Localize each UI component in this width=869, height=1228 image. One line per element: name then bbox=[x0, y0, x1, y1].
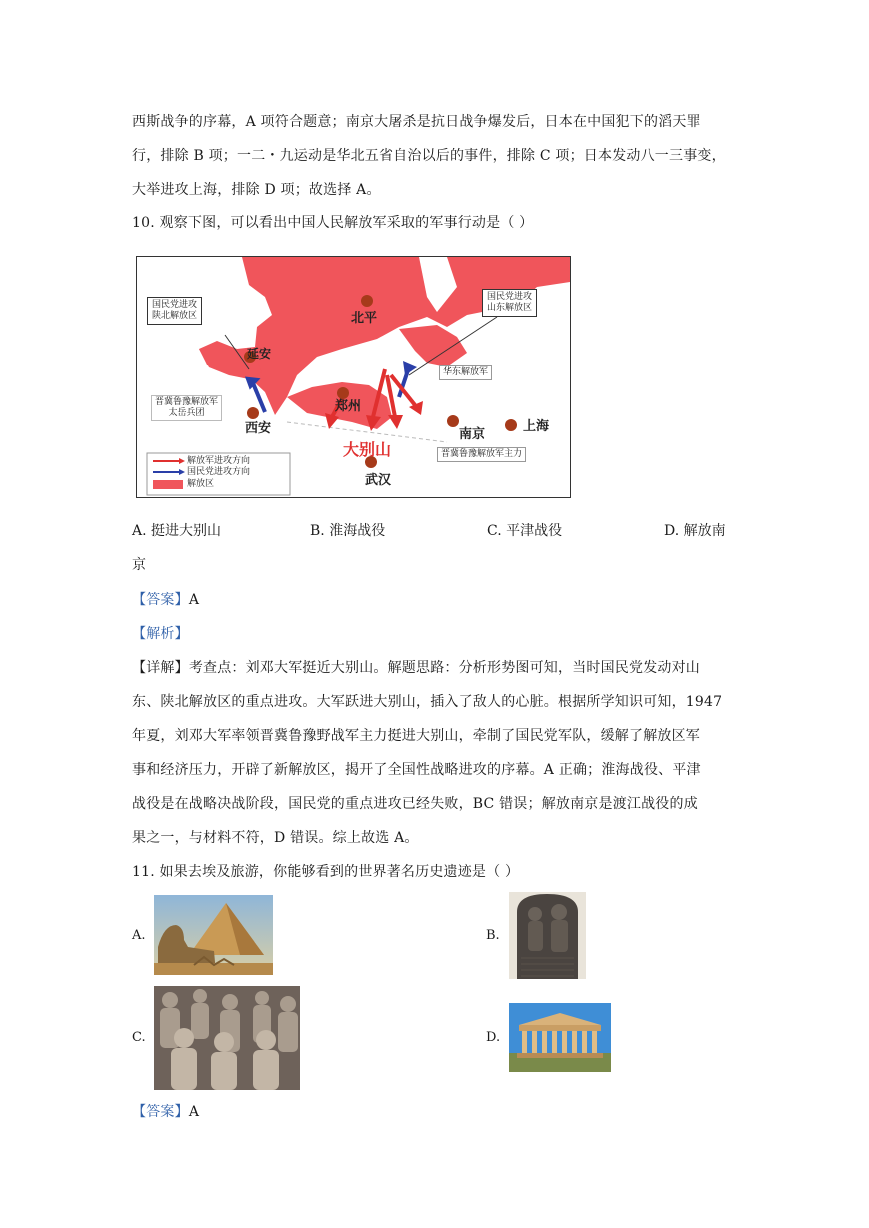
city-beiping: 北平 bbox=[351, 311, 378, 326]
q11-label-c: C. bbox=[132, 1030, 146, 1045]
city-yanan: 延安 bbox=[247, 347, 272, 361]
liberated-area-shandong bbox=[399, 325, 467, 367]
city-xian: 西安 bbox=[245, 421, 272, 436]
intro-line-1: 西斯战争的序幕，A 项符合题意；南京大屠杀是抗日战争爆发后，日本在中国犯下的滔天罪 bbox=[132, 114, 701, 130]
q10-option-d-cont: 京 bbox=[132, 557, 146, 573]
q10-answer: 【答案】A bbox=[132, 592, 200, 608]
dot-shanghai bbox=[505, 419, 517, 431]
label-taiyue: 晋冀鲁豫解放军 太岳兵团 bbox=[151, 395, 222, 421]
q11-question: 11. 如果去埃及旅游，你能够看到的世界著名历史遗迹是（ ） bbox=[132, 864, 520, 880]
label-dabieshan: 大别山 bbox=[343, 440, 392, 459]
q11-image-terracotta-army bbox=[154, 986, 300, 1090]
label-huadong: 华东解放军 bbox=[439, 365, 492, 380]
q11-image-parthenon bbox=[509, 1003, 611, 1072]
q11-label-b: B. bbox=[486, 928, 500, 943]
box-kmt-shaanbei: 国民党进攻 陕北解放区 bbox=[147, 297, 202, 325]
city-zhengzhou: 郑州 bbox=[335, 399, 362, 414]
legend-kmt: 国民党进攻方向 bbox=[187, 467, 251, 477]
box-kmt-shandong: 国民党进攻 山东解放区 bbox=[482, 289, 537, 317]
q10-option-a: A. 挺进大别山 bbox=[132, 523, 222, 539]
q10-map bbox=[136, 256, 571, 498]
dot-nanjing bbox=[447, 415, 459, 427]
q10-detail-line-2: 东、陕北解放区的重点进攻。大军跃进大别山，插入了敌人的心脏。根据所学知识可知，1947 bbox=[132, 694, 723, 710]
city-nanjing: 南京 bbox=[459, 427, 486, 442]
intro-line-2: 行，排除 B 项；一二・九运动是华北五省自治以后的事件，排除 C 项；日本发动八一三事变， bbox=[132, 148, 726, 164]
q10-option-d: D. 解放南 bbox=[664, 523, 726, 539]
q10-detail-line-3: 年夏，刘邓大军率领晋冀鲁豫野战军主力挺进大别山，牵制了国民党军队，缓解了解放区军 bbox=[132, 728, 700, 744]
q10-detail-line-6: 果之一，与材料不符，D 错误。综上故选 A。 bbox=[132, 830, 419, 846]
dot-beiping bbox=[361, 295, 373, 307]
legend-pla: 解放军进攻方向 bbox=[187, 456, 251, 466]
intro-line-3: 大举进攻上海，排除 D 项；故选择 A。 bbox=[132, 182, 381, 198]
q10-question: 10. 观察下图，可以看出中国人民解放军采取的军事行动是（ ） bbox=[132, 215, 534, 231]
q10-option-c: C. 平津战役 bbox=[487, 523, 563, 539]
legend-liberated: 解放区 bbox=[187, 479, 215, 489]
q10-detail-line-4: 事和经济压力，开辟了新解放区，揭开了全国性战略进攻的序幕。A 正确；淮海战役、平津 bbox=[132, 762, 701, 778]
label-main-force: 晋冀鲁豫解放军主力 bbox=[437, 447, 526, 462]
q11-answer: 【答案】A bbox=[132, 1104, 200, 1120]
q10-option-b: B. 淮海战役 bbox=[310, 523, 386, 539]
city-wuhan: 武汉 bbox=[365, 473, 392, 488]
q11-image-hammurabi-stele bbox=[509, 892, 586, 979]
q11-label-a: A. bbox=[132, 928, 146, 943]
q11-label-d: D. bbox=[486, 1030, 501, 1045]
q10-analysis-heading: 【解析】 bbox=[132, 626, 189, 642]
q10-detail-line-5: 战役是在战略决战阶段，国民党的重点进攻已经失败，BC 错误；解放南京是渡江战役的成 bbox=[132, 796, 698, 812]
q11-image-pyramids bbox=[154, 895, 273, 975]
q10-detail-line-1: 【详解】考查点：刘邓大军挺近大别山。解题思路：分析形势图可知，当时国民党发动对山 bbox=[132, 660, 701, 676]
city-shanghai: 上海 bbox=[523, 419, 550, 434]
